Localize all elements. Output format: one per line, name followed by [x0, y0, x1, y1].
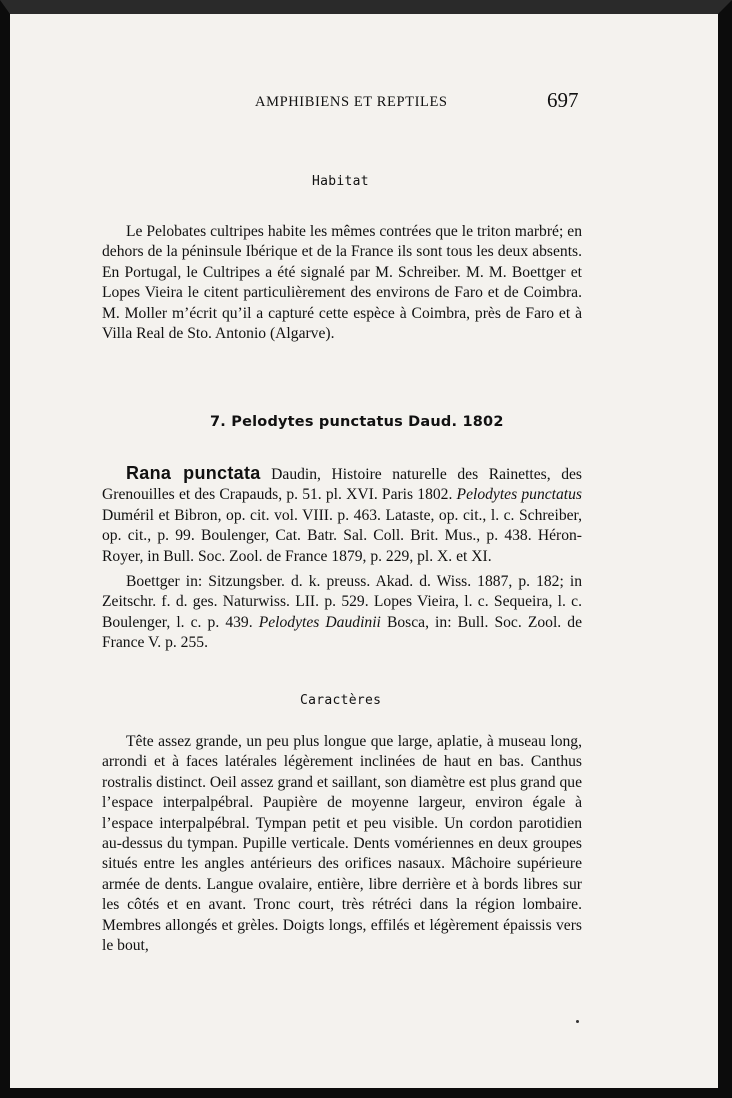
- genus-name: Rana punctata: [126, 463, 261, 483]
- habitat-paragraph: Le Pelobates cultripes habite les mêmes contrées que le triton marbré; en dehors de la péninsule Ibérique et de la France ils sont tous les deux absents. En Portugal, le Cultripes a été signalé par M. Schreiber. M. M. Boettger et Lopes Vieira le citent particulièrement des environs de Faro et de Coimbra. M. Moller m’écrit qu’il a capturé cette espèce à Coimbra, près de Faro et à Villa Real de Sto. Antonio (Algarve).: [102, 223, 582, 343]
- synonymy-text-1: Daudin, Histoire naturelle des Rainettes, des Grenouilles et des Crapauds, p. 51. pl. XVI. Paris 1802.: [102, 466, 582, 504]
- synonymy-paragraph: [102, 463, 582, 567]
- page-number: 697: [547, 88, 579, 112]
- references-paragraph: [102, 572, 582, 654]
- references-text-2: Bosca, in: Bull. Soc. Zool. de France V. p. 255.: [102, 613, 582, 652]
- running-head: AMPHIBIENS ET REPTILES: [255, 94, 448, 110]
- references-italic-1: Pelodytes Daudinii: [258, 613, 381, 631]
- caracteres-heading: Caractères: [300, 693, 382, 708]
- synonymy-italic-1: Pelodytes punctatus: [456, 486, 582, 504]
- references-text-1: Boettger in: Sitzungsber. d. k. preuss. Akad. d. Wiss. 1887, p. 182; in Zeitschr. f. d. ges. Naturwiss. LII. p. 529. Lopes Vieira, l. c. Sequeira, l. c. Boulenger, l. c. p. 439.: [102, 573, 582, 631]
- species-title: 7. Pelodytes punctatus Daud. 1802: [210, 414, 504, 430]
- habitat-heading: Habitat: [312, 174, 369, 189]
- synonymy-text-2: Duméril et Bibron, op. cit. vol. VIII. p. 463. Lataste, op. cit., l. c. Schreiber, op. cit., p. 99. Boulenger, Cat. Batr. Sal. Coll. Brit. Mus., p. 438. Héron-Royer, in Bull. Soc. Zool. de France 1879, p. 229, pl. X. et XI.: [102, 506, 582, 565]
- caracteres-paragraph: Tête assez grande, un peu plus longue que large, aplatie, à museau long, arrondi et à faces latérales légèrement inclinées de haut en bas. Canthus rostralis distinct. Oeil assez grand et saillant, son diamètre est plus grand que l’espace interpalpébral. Paupière de moyenne largeur, environ égale à l’espace interpalpébral. Tympan petit et peu visible. Un cordon parotidien au-dessus du tympan. Pupille verticale. Dents vomériennes en deux groupes situés entre les angles antérieurs des orifices nasaux. Mâchoire supérieure armée de dents. Langue ovalaire, entière, libre derrière et à bords libres sur les côtés et en avant. Tronc court, très rétréci dans la région lombaire. Membres allongés et grèles. Doigts longs, effilés et légèrement épaissis vers le bout,: [102, 733, 582, 955]
- print-speck: [576, 1020, 579, 1023]
